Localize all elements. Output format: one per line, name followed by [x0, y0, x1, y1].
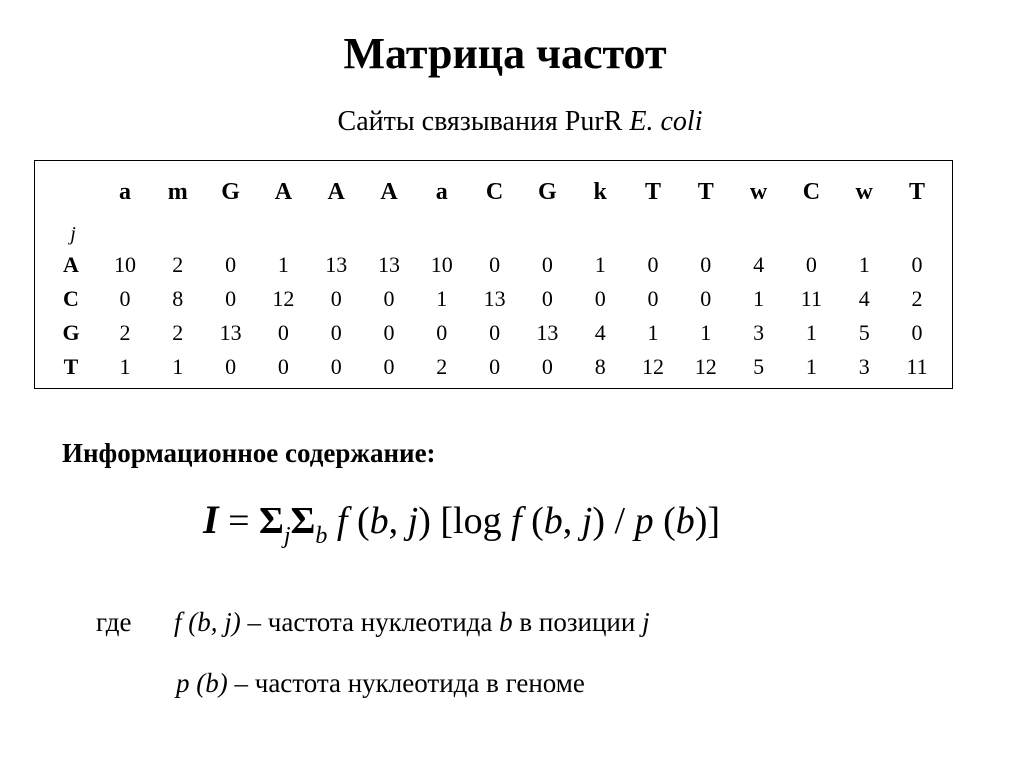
- consensus-letter: k: [593, 179, 607, 205]
- consensus-letter: A: [327, 179, 345, 205]
- matrix-cell: 0: [541, 354, 553, 379]
- formula-equals: =: [218, 500, 260, 542]
- information-formula: [203, 496, 720, 550]
- definition-p: [176, 668, 585, 699]
- consensus-letter: A: [274, 179, 293, 205]
- f-text-mid: в позиции: [512, 607, 643, 637]
- matrix-cell: 0: [489, 354, 501, 379]
- matrix-cell: 1: [594, 252, 606, 277]
- sigma-sub-j: j: [283, 523, 291, 549]
- page-title: Матрица частот: [343, 29, 667, 78]
- matrix-cell: 13: [378, 252, 400, 277]
- matrix-cell: 4: [858, 286, 870, 311]
- consensus-letter: G: [221, 179, 240, 205]
- matrix-cell: 10: [430, 252, 453, 277]
- matrix-cell: 10: [114, 252, 136, 277]
- matrix-cell: 0: [647, 286, 659, 311]
- frequency-matrix: [34, 160, 953, 389]
- matrix-cell: 13: [536, 320, 559, 345]
- matrix-cell: 3: [858, 354, 870, 379]
- matrix-cell: 0: [700, 286, 712, 311]
- matrix-cell: 0: [541, 252, 553, 277]
- sigma-symbol: Σ: [290, 500, 316, 542]
- matrix-cell: 0: [911, 252, 923, 277]
- subtitle: [0, 106, 1024, 138]
- consensus-letter: a: [435, 179, 448, 205]
- matrix-cell: 8: [172, 286, 184, 311]
- consensus-letter: a: [119, 179, 131, 205]
- row-label-C: C: [63, 286, 79, 311]
- matrix-cell: 1: [858, 252, 870, 277]
- matrix-cell: 1: [700, 320, 712, 345]
- matrix-cell: 11: [800, 286, 822, 311]
- matrix-cell: 1: [277, 252, 289, 277]
- row-label-T: T: [63, 354, 79, 379]
- matrix-cell: 2: [436, 354, 448, 379]
- matrix-cell: 0: [225, 286, 237, 311]
- matrix-cell: 0: [594, 286, 606, 311]
- matrix-cell: 5: [858, 320, 870, 345]
- matrix-cell: 0: [805, 252, 817, 277]
- matrix-cell: 0: [383, 354, 395, 379]
- organism-name: E. coli: [629, 106, 703, 137]
- matrix-cell: 12: [642, 354, 664, 379]
- matrix-cell: 0: [277, 354, 289, 379]
- sigma-symbol: Σ: [259, 500, 284, 542]
- consensus-letter: w: [749, 179, 768, 205]
- matrix-cell: 4: [594, 320, 606, 345]
- matrix-cell: 0: [489, 320, 501, 345]
- matrix-cell: 11: [906, 354, 928, 379]
- formula-body: f (b, j) [log f (b, j) / p (b)]: [336, 500, 721, 542]
- matrix-cell: 2: [172, 320, 184, 345]
- matrix-cell: 13: [483, 286, 506, 311]
- matrix-cell: 12: [272, 286, 295, 311]
- consensus-letter: T: [697, 179, 714, 205]
- matrix-cell: 0: [383, 320, 395, 345]
- matrix-cell: 1: [805, 320, 817, 345]
- matrix-cell: 13: [219, 320, 242, 345]
- matrix-cell: 0: [330, 320, 342, 345]
- matrix-cell: 0: [277, 320, 289, 345]
- matrix-cell: 4: [753, 252, 765, 277]
- p-symbol: p (b): [176, 668, 228, 698]
- row-label-A: A: [63, 252, 79, 277]
- matrix-cell: 0: [541, 286, 553, 311]
- info-content-heading: Информационное содержание:: [62, 438, 436, 468]
- matrix-cell: 0: [330, 354, 342, 379]
- sigma-sub-b: b: [315, 523, 328, 549]
- matrix-cell: 2: [119, 320, 131, 345]
- matrix-cell: 0: [119, 286, 131, 311]
- matrix-cell: 5: [753, 354, 765, 379]
- matrix-cell: 1: [753, 286, 765, 311]
- row-label-G: G: [62, 320, 80, 345]
- matrix-cell: 2: [911, 286, 923, 311]
- matrix-cell: 2: [172, 252, 184, 277]
- consensus-letter: G: [538, 179, 557, 205]
- p-text: – частота нуклеотида в геноме: [227, 668, 585, 698]
- matrix-cell: 1: [647, 320, 659, 345]
- matrix-cell: 0: [647, 252, 659, 277]
- f-text-pre: – частота нуклеотида: [240, 607, 500, 637]
- where-label: где: [96, 607, 132, 637]
- consensus-letter: T: [644, 179, 661, 205]
- matrix-cell: 12: [694, 354, 717, 379]
- subtitle-text: Сайты связывания PurR: [337, 106, 623, 137]
- matrix-cell: 3: [753, 320, 765, 345]
- consensus-letter: C: [802, 179, 821, 205]
- position-label: j: [70, 223, 76, 245]
- matrix-cell: 0: [225, 354, 237, 379]
- matrix-cell: 1: [172, 354, 184, 379]
- matrix-cell: 0: [330, 286, 342, 311]
- matrix-cell: 0: [700, 252, 712, 277]
- matrix-cell: 8: [594, 354, 606, 379]
- matrix-cell: 0: [225, 252, 237, 277]
- consensus-letter: A: [380, 179, 398, 205]
- consensus-letter: C: [485, 179, 504, 205]
- consensus-letter: T: [908, 179, 925, 205]
- consensus-letter: m: [167, 179, 188, 205]
- consensus-letter: w: [855, 179, 873, 205]
- matrix-cell: 0: [383, 286, 395, 311]
- formula-lhs: I: [203, 497, 219, 542]
- matrix-cell: 1: [119, 354, 131, 379]
- matrix-cell: 1: [436, 286, 448, 311]
- f-j: j: [642, 607, 650, 637]
- matrix-cell: 13: [325, 252, 348, 277]
- f-b: b: [499, 607, 513, 637]
- matrix-cell: 0: [436, 320, 448, 345]
- definition-f: [96, 607, 650, 638]
- f-symbol: f (b, j): [174, 607, 241, 637]
- matrix-cell: 1: [805, 354, 817, 379]
- matrix-cell: 0: [489, 252, 501, 277]
- matrix-cell: 0: [911, 320, 923, 345]
